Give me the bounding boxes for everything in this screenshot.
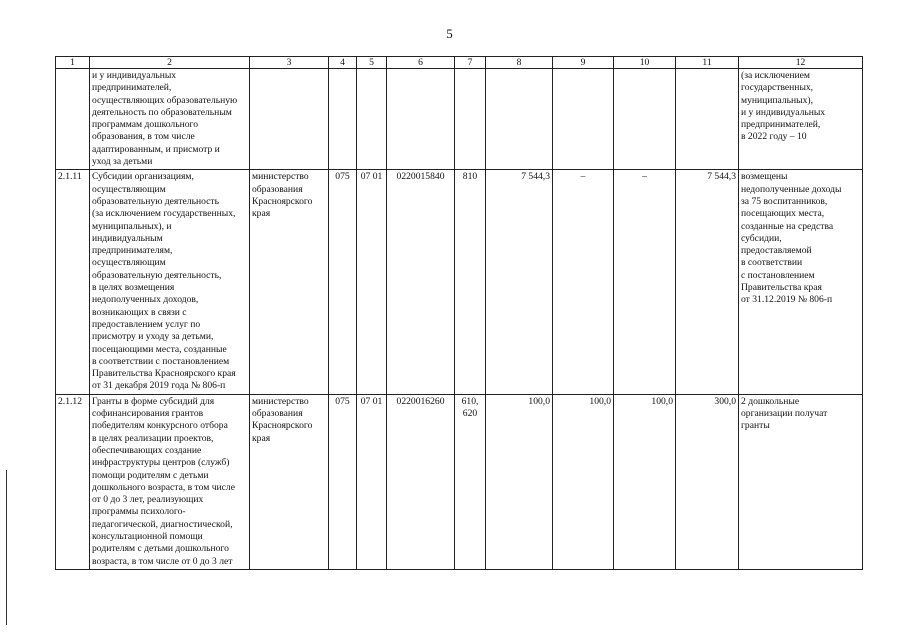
budget-table (55, 56, 863, 570)
expected-result-line: предоставляемой (741, 245, 812, 257)
grbs-cell (250, 394, 329, 569)
measure-name-line: обеспечивающих создание (92, 444, 202, 456)
measure-name (90, 170, 250, 394)
measure-name-line: муниципальных), и (92, 220, 172, 232)
header-cell: 8 (486, 57, 553, 69)
gr-code-cell: 075 (329, 394, 357, 569)
expected-result-line: муниципальных), (741, 94, 814, 106)
measure-name-line: помощи родителям с детьми (92, 469, 209, 481)
expected-result-line: Правительства края (741, 282, 822, 294)
vr-cell (455, 69, 486, 170)
measure-name-line: индивидуальным (92, 232, 163, 244)
measure-name-line: уход за детьми (92, 156, 153, 168)
expected-result-line: в 2022 году – 10 (741, 131, 807, 143)
expected-result-line: созданные на средства (741, 220, 834, 232)
amount-total-cell: 300,0 (676, 394, 739, 569)
expected-result (739, 394, 863, 569)
measure-name-line: консультационной помощи (92, 530, 203, 542)
expected-result-line: субсидии, (741, 232, 782, 244)
measure-name-line: недополученных доходов, (92, 294, 199, 306)
header-cell: 6 (387, 57, 455, 69)
amount-2022-cell: 100,0 (486, 394, 553, 569)
expected-result-line: посещающих места, (741, 208, 825, 220)
measure-name-line: осуществляющим (92, 183, 166, 195)
expected-result-line: гранты (741, 420, 770, 432)
measure-name-line: в целях возмещения (92, 282, 175, 294)
header-cell: 2 (90, 57, 250, 69)
vr-cell (455, 394, 486, 569)
measure-name-line: возникающих в связи с (92, 306, 187, 318)
section-cell: 07 01 (357, 394, 387, 569)
grbs-cell (250, 170, 329, 394)
scan-margin-line (6, 470, 7, 625)
measure-name-line: предпринимателей, (92, 82, 172, 94)
vr-line: 610, (461, 395, 479, 407)
expected-result-line: в соответствии (741, 257, 803, 269)
expected-result-line: недополученные доходы (741, 183, 842, 195)
header-cell: 4 (329, 57, 357, 69)
expected-result (739, 69, 863, 170)
header-cell: 9 (553, 57, 614, 69)
measure-name-line: осуществляющих образовательную (92, 94, 238, 106)
csr-cell: 0220015840 (387, 170, 455, 394)
measure-name-line: Субсидии организациям, (92, 171, 194, 183)
header-row (56, 57, 863, 69)
measure-name-line: родителям с детьми дошкольного (92, 543, 229, 555)
expected-result-line: и у индивидуальных (741, 106, 826, 118)
expected-result-line: за 75 воспитанников, (741, 195, 828, 207)
measure-name-line: Правительства Красноярского края (92, 368, 236, 380)
measure-name (90, 394, 250, 569)
measure-name-line: осуществляющим (92, 257, 166, 269)
measure-name-line: софинансирования грантов (92, 408, 204, 420)
measure-name-line: дошкольного возраста, в том числе (92, 481, 235, 493)
amount-total-cell (676, 69, 739, 170)
row-number: 2.1.12 (56, 394, 90, 569)
measure-name-line: присмотру и уходу за детьми, (92, 331, 214, 343)
grbs-line: края (252, 208, 271, 220)
expected-result-line: предпринимателей, (741, 119, 821, 131)
expected-result-line: от 31.12.2019 № 806-п (741, 294, 833, 306)
vr-line: 620 (462, 408, 478, 420)
gr-code-cell (329, 69, 357, 170)
section-cell: 07 01 (357, 170, 387, 394)
grbs-line: Красноярского (252, 420, 313, 432)
measure-name-line: предоставлением услуг по (92, 318, 201, 330)
header-cell: 10 (614, 57, 676, 69)
measure-name-line: и у индивидуальных (92, 70, 177, 81)
table-row (56, 69, 863, 170)
measure-name-line: образовательную деятельность, (92, 269, 222, 281)
amount-2024-cell: 100,0 (614, 394, 676, 569)
section-cell (357, 69, 387, 170)
amount-2022-cell: 7 544,3 (486, 170, 553, 394)
measure-name-line: в соответствии с постановлением (92, 355, 230, 367)
header-cell: 12 (739, 57, 863, 69)
amount-2023-cell: 100,0 (553, 394, 614, 569)
amount-total-cell: 7 544,3 (676, 170, 739, 394)
expected-result-line: организации получат (741, 408, 828, 420)
header-cell: 1 (56, 57, 90, 69)
measure-name-line: победителям конкурсного отбора (92, 420, 228, 432)
vr-cell (455, 170, 486, 394)
measure-name-line: в целях реализации проектов, (92, 432, 214, 444)
expected-result-line: государственных, (741, 82, 814, 94)
expected-result-line: 2 дошкольные (741, 395, 800, 407)
measure-name-line: от 0 до 3 лет, реализующих (92, 494, 204, 506)
measure-name-line: программы психолого- (92, 506, 186, 518)
measure-name-line: Гранты в форме субсидий для (92, 395, 215, 407)
measure-name-line: посещающими места, созданные (92, 343, 227, 355)
measure-name-line: педагогической, диагностической, (92, 518, 233, 530)
amount-2022-cell (486, 69, 553, 170)
grbs-line: образования (252, 183, 303, 195)
measure-name (90, 69, 250, 170)
expected-result-line: возмещены (741, 171, 788, 183)
measure-name-line: инфраструктуры центров (служб) (92, 457, 230, 469)
page-number: 5 (446, 26, 453, 41)
gr-code-cell: 075 (329, 170, 357, 394)
grbs-line: образования (252, 408, 303, 420)
measure-name-line: образования, в том числе (92, 131, 195, 143)
amount-2023-cell (553, 69, 614, 170)
table-row (56, 394, 863, 569)
row-number: 2.1.11 (56, 170, 90, 394)
vr-line: 810 (462, 171, 478, 183)
grbs-line: Красноярского (252, 195, 313, 207)
measure-name-line: адаптированным, и присмотр и (92, 143, 220, 155)
grbs-line: министерство (252, 395, 309, 407)
expected-result-line: (за исключением (741, 70, 810, 81)
csr-cell: 0220016260 (387, 394, 455, 569)
grbs-line: министерство (252, 171, 309, 183)
row-number (56, 69, 90, 170)
grbs-cell (250, 69, 329, 170)
header-cell: 7 (455, 57, 486, 69)
header-cell: 11 (676, 57, 739, 69)
measure-name-line: возраста, в том числе от 0 до 3 лет (92, 555, 233, 567)
grbs-line: края (252, 432, 271, 444)
amount-2024-cell: – (614, 170, 676, 394)
table-row (56, 170, 863, 394)
header-cell: 5 (357, 57, 387, 69)
expected-result (739, 170, 863, 394)
measure-name-line: от 31 декабря 2019 года № 806-п (92, 380, 226, 392)
csr-cell (387, 69, 455, 170)
amount-2024-cell (614, 69, 676, 170)
measure-name-line: (за исключением государственных, (92, 208, 236, 220)
measure-name-line: деятельность по образовательным (92, 106, 232, 118)
amount-2023-cell: – (553, 170, 614, 394)
measure-name-line: предпринимателям, (92, 245, 173, 257)
header-cell: 3 (250, 57, 329, 69)
expected-result-line: с постановлением (741, 269, 815, 281)
measure-name-line: программам дошкольного (92, 119, 199, 131)
measure-name-line: образовательную деятельность (92, 195, 219, 207)
